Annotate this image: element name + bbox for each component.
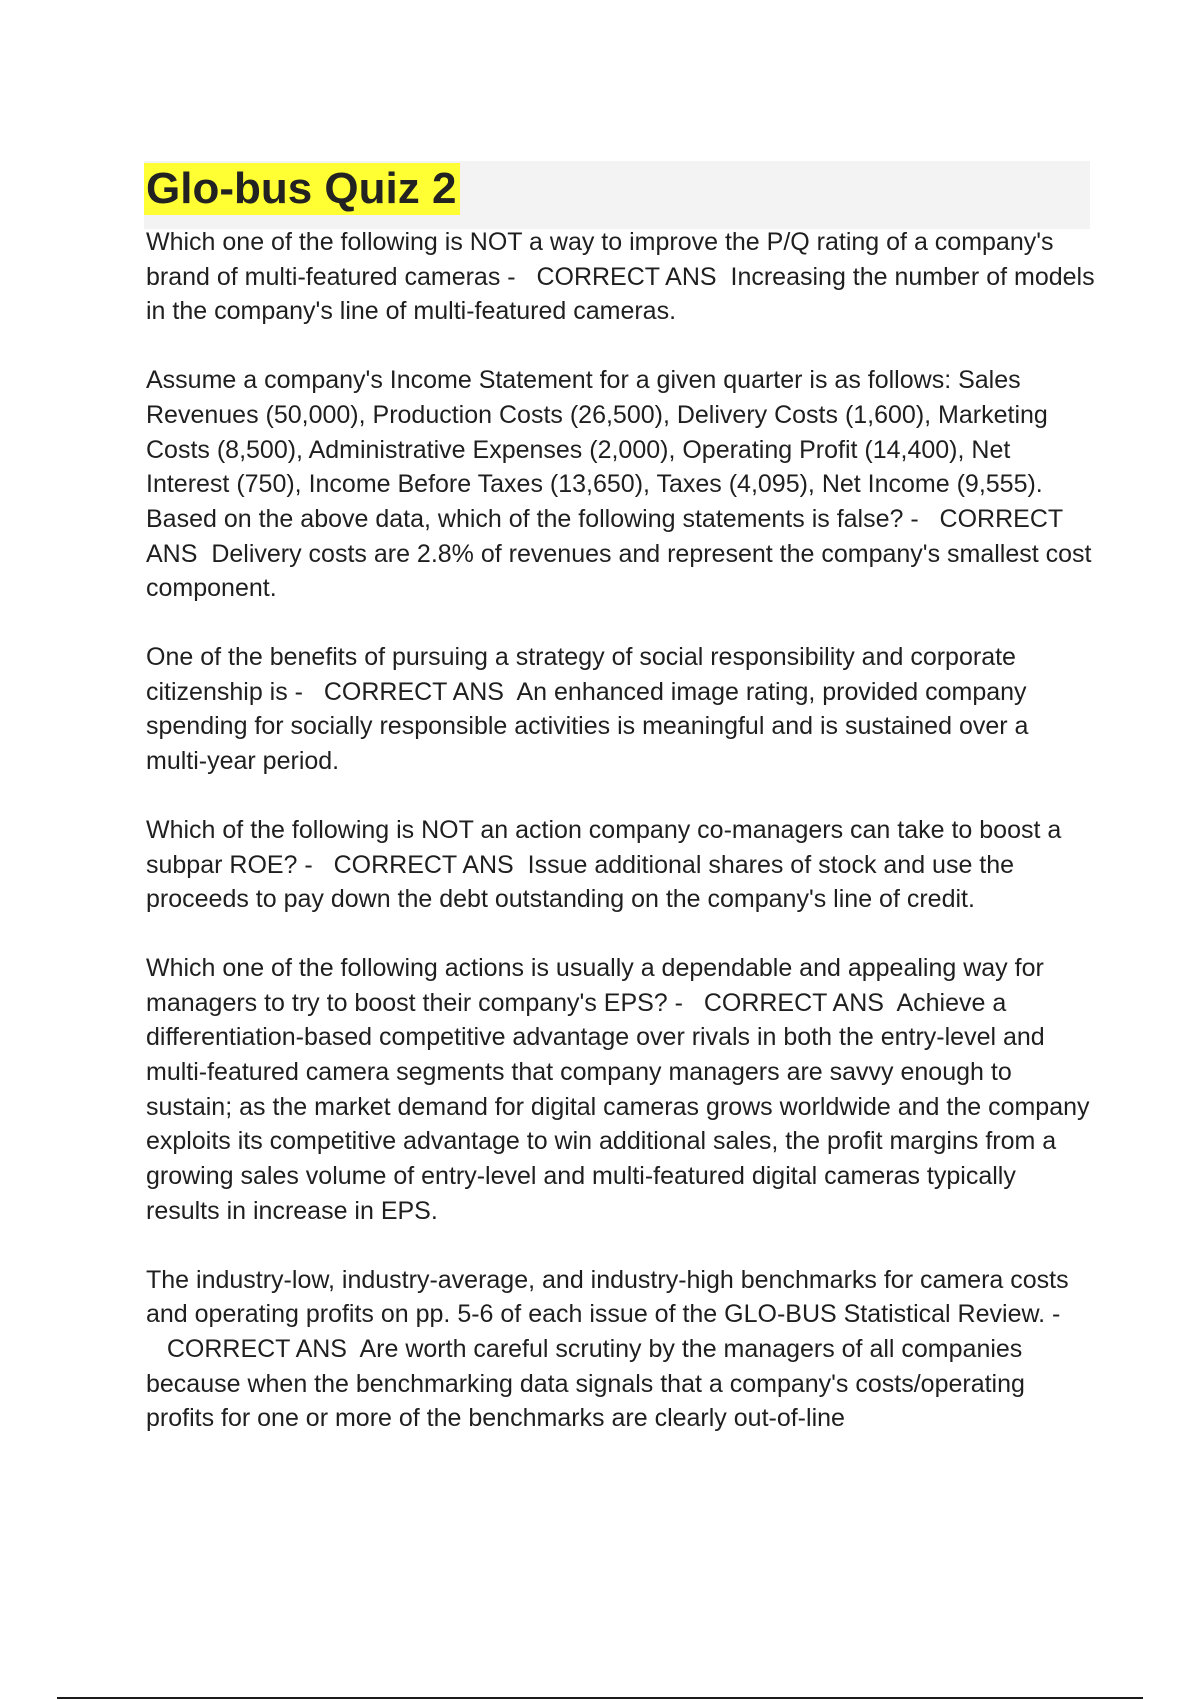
question-text: Which one of the following actions is usually a dependable and appealing way for managers to try to boost their company's EPS? - (146, 953, 1044, 1017)
qa-item (146, 640, 1096, 779)
answer-marker: CORRECT ANS (703, 988, 884, 1017)
question-text: Which of the following is NOT an action company co-managers can take to boost a subpar ROE? - (146, 815, 1062, 879)
qa-list (146, 225, 1096, 1470)
answer-marker: CORRECT ANS (166, 1334, 347, 1363)
answer-text: Delivery costs are 2.8% of revenues and represent the company's smallest cost component. (146, 539, 1092, 603)
answer-marker: CORRECT ANS (323, 677, 504, 706)
answer-marker: CORRECT ANS (333, 850, 514, 879)
question-text: One of the benefits of pursuing a strategy of social responsibility and corporate citizenship is - (146, 643, 1016, 706)
answer-text: An enhanced image rating, provided company spending for socially responsible activities is meaningful and is sustained over a multi-year period. (146, 677, 1029, 776)
question-text: Which one of the following is NOT a way to improve the P/Q rating of a company's brand of multi-featured cameras - (146, 228, 1054, 291)
question-text: Assume a company's Income Statement for a given quarter is as follows: Sales Revenues (50,000), Production Costs (26,500), Delivery Costs (1,600), Marketing Costs (8,500), Administrative Expenses (2,000), Operating Profit (14,400), Net Interest (750), Income Before Taxes (13,650), Taxes (4,095), Net Income (9,555). Based on the above data, which of the following statements is false? - (146, 366, 1048, 533)
qa-item (146, 363, 1096, 606)
answer-marker: CORRECT ANS (536, 262, 717, 291)
answer-text: Achieve a differentiation-based competitive advantage over rivals in both the entry-level and multi-featured camera segments that company managers are savvy enough to sustain; as the market demand for digital cameras grows worldwide and the company exploits its competitive advantage to win additional sales, the profit margins from a growing sales volume of entry-level and multi-featured digital cameras typically results in increase in EPS. (146, 988, 1090, 1225)
document-title: Glo-bus Quiz 2 (144, 163, 460, 215)
qa-item (146, 225, 1096, 329)
answer-marker: CORRECT ANS (146, 504, 1063, 568)
answer-text: Increasing the number of models in the company's line of multi-featured cameras. (146, 262, 1095, 326)
qa-item (146, 951, 1096, 1229)
qa-item (146, 1263, 1096, 1437)
answer-text: Are worth careful scrutiny by the managers of all companies because when the benchmarking data signals that a company's costs/operating profits for one or more of the benchmarks are clearly out-of-line (146, 1334, 1025, 1433)
answer-text: Issue additional shares of stock and use the proceeds to pay down the debt outstanding on the company's line of credit. (146, 850, 1015, 914)
page-bottom-rule (57, 1697, 1143, 1699)
question-text: The industry-low, industry-average, and industry-high benchmarks for camera costs and operating profits on pp. 5-6 of each issue of the GLO-BUS Statistical Review. - (146, 1265, 1069, 1329)
qa-item (146, 813, 1096, 917)
